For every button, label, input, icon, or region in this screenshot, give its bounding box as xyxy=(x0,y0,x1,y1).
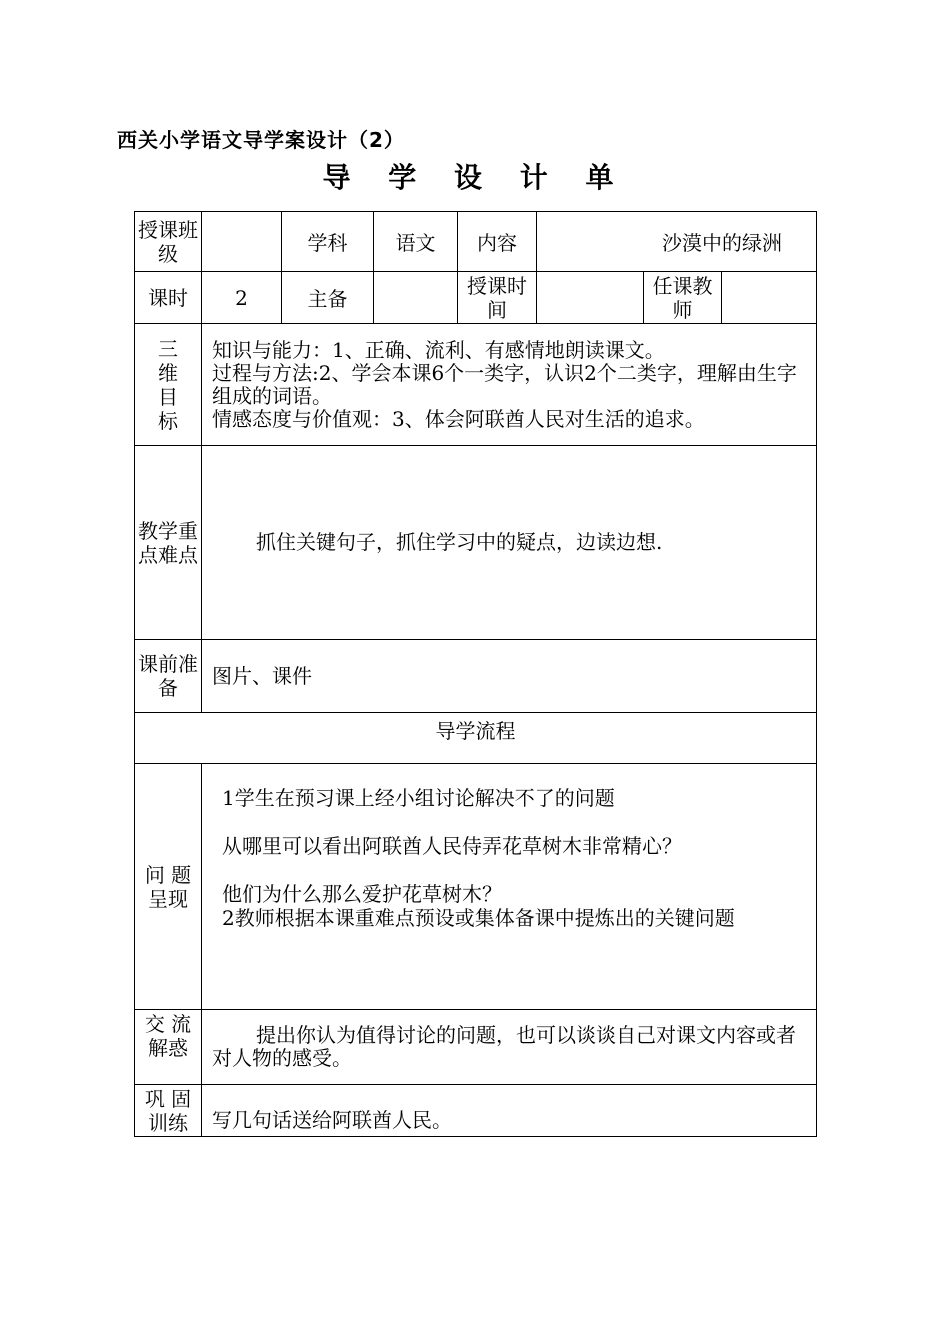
time-value xyxy=(537,272,644,324)
question-line: 1学生在预习课上经小组讨论解决不了的问题 xyxy=(222,786,615,810)
practice-text: 写几句话送给阿联酋人民。 xyxy=(202,1085,817,1137)
table-row-flow-title xyxy=(135,713,817,764)
table-row-questions xyxy=(135,764,817,1010)
content-value: 沙漠中的绿洲 xyxy=(537,212,817,272)
objective-line: 过程与方法:2、学会本课6个一类字，认识2个二类字，理解由生字组成的词语。 xyxy=(212,360,797,408)
discussion-text: 提出你认为值得讨论的问题，也可以谈谈自己对课文内容或者对人物的感受。 xyxy=(202,1010,817,1085)
question-line: 他们为什么那么爱护花草树木？ xyxy=(222,882,502,906)
practice-label: 巩 固训练 xyxy=(135,1085,202,1137)
subject-label: 学科 xyxy=(282,212,374,272)
class-label: 授课班级 xyxy=(135,212,202,272)
period-label: 课时 xyxy=(135,272,202,324)
document-title: 导 学 设 计 单 xyxy=(322,161,628,194)
questions-content xyxy=(202,764,817,1010)
prep-text: 图片、课件 xyxy=(202,640,817,713)
objective-line: 知识与能力：1、正确、流利、有感情地朗读课文。 xyxy=(212,337,665,362)
table-row-class xyxy=(135,212,817,272)
table-row-period xyxy=(135,272,817,324)
document-header: 西关小学语文导学案设计（2） xyxy=(117,128,405,152)
table-row-objectives xyxy=(135,324,817,446)
flow-title: 导学流程 xyxy=(135,713,817,764)
key-points-label: 教学重点难点 xyxy=(135,446,202,640)
table-row-prep xyxy=(135,640,817,713)
question-line: 2教师根据本课重难点预设或集体备课中提炼出的关键问题 xyxy=(222,906,735,930)
prep-label: 课前准备 xyxy=(135,640,202,713)
content-label: 内容 xyxy=(458,212,537,272)
lead-value xyxy=(374,272,458,324)
teacher-label: 任课教师 xyxy=(644,272,722,324)
objective-line: 情感态度与价值观：3、体会阿联酋人民对生活的追求。 xyxy=(212,406,705,431)
design-sheet-table xyxy=(134,211,817,1137)
questions-label: 问 题呈现 xyxy=(135,764,202,1010)
teacher-value xyxy=(722,272,817,324)
period-value: 2 xyxy=(202,272,282,324)
time-label: 授课时间 xyxy=(458,272,537,324)
class-value xyxy=(202,212,282,272)
subject-value: 语文 xyxy=(374,212,458,272)
lead-label: 主备 xyxy=(282,272,374,324)
key-points-text: 抓住关键句子，抓住学习中的疑点，边读边想. xyxy=(202,446,817,640)
objectives-label: 三维目标 xyxy=(135,324,202,446)
table-row-practice xyxy=(135,1085,817,1137)
table-row-key-points xyxy=(135,446,817,640)
table-row-discussion xyxy=(135,1010,817,1085)
objectives-content xyxy=(202,324,817,446)
question-line: 从哪里可以看出阿联酋人民侍弄花草树木非常精心？ xyxy=(222,834,682,858)
discussion-label: 交 流解惑 xyxy=(135,1010,202,1085)
